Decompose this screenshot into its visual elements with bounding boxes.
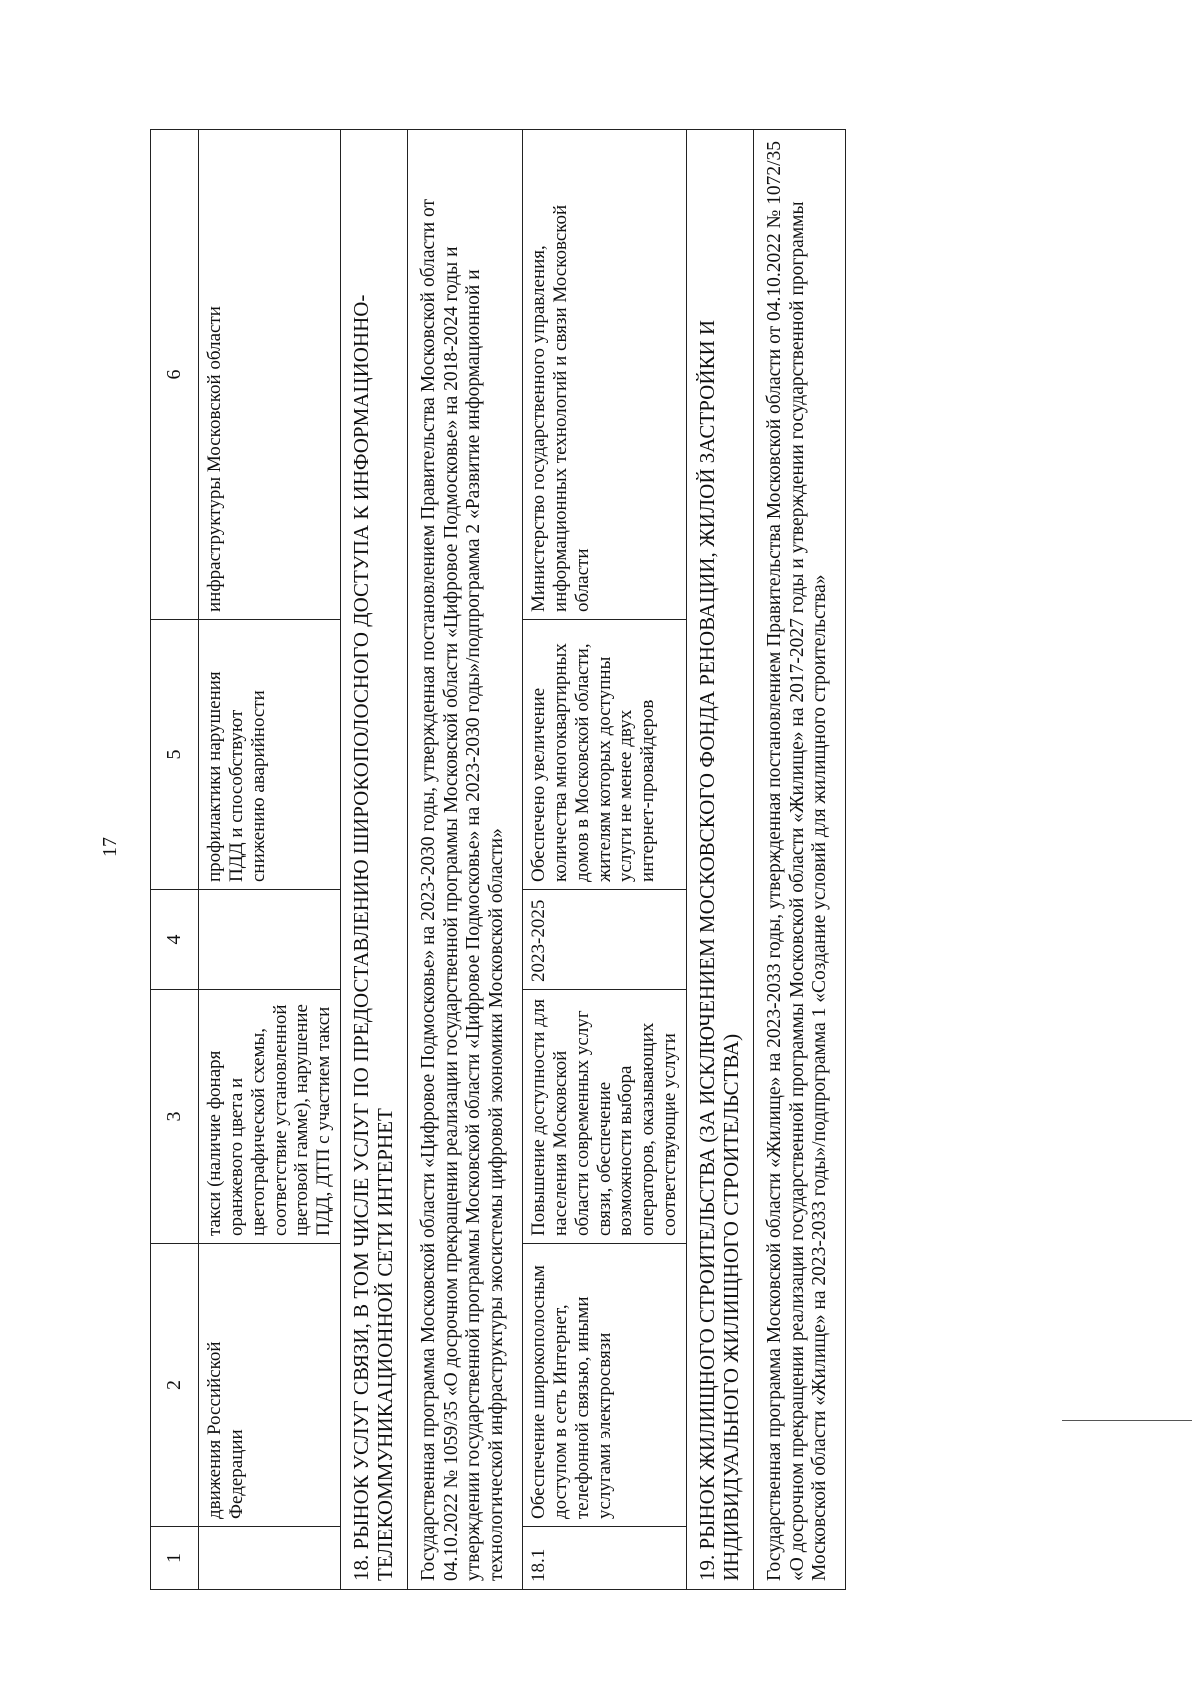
section-19-program: Государственная программа Московской области «Жилище» на 2023-2033 годы, утвержденная постановлением Правительства Московской области от 04.10.2022 № 1072/35 «О досрочном прекращении реализации государственной программы Московской области «Жилище» на 2017-2027 годы и утверждении государственной программы Московской области «Жилище» на 2023-2033 годы»/подпрограмма 1 «Создание условий для жилищного строительства» xyxy=(754,130,846,1590)
section-title-row xyxy=(341,130,408,1590)
cell-period: 2023-2025 xyxy=(523,890,687,990)
header-col-6: 6 xyxy=(151,130,199,620)
header-col-1: 1 xyxy=(151,1527,199,1590)
header-row xyxy=(151,130,199,1590)
section-18-program: Государственная программа Московской области «Цифровое Подмосковье» на 2023-2030 годы, утвержденная постановлением Правительства Московской области от 04.10.2022 № 1059/35 «О досрочном прекращении реализации государственной программы Московской области «Цифровое Подмосковье» на 2018-2024 годы и утверждении государственной программы Московской области «Цифровое Подмосковье» на 2023-2030 годы»/подпрограмма 2 «Развитие информационной и технологической инфраструктуры экосистемы цифровой экономики Московской области» xyxy=(408,130,523,1590)
cell-goal: Повышение доступности для населения Московской области современных услуг связи, обеспечение возможности выбора операторов, оказывающих соответствующие услуги xyxy=(523,990,687,1244)
cell-number xyxy=(199,1527,341,1590)
program-row xyxy=(754,130,846,1590)
scan-edge-line xyxy=(1062,1420,1192,1421)
cell-goal: такси (наличие фонаря оранжевого цвета и цветографической схемы, соответствие установленной цветовой гамме), нарушение ПДД, ДТП с участием такси xyxy=(199,990,341,1244)
cell-measure: движения Российской Федерации xyxy=(199,1244,341,1527)
document-table-wrapper xyxy=(150,130,1130,1590)
cell-number: 18.1 xyxy=(523,1527,687,1590)
section-18-title: 18. РЫНОК УСЛУГ СВЯЗИ, В ТОМ ЧИСЛЕ УСЛУГ ПО ПРЕДОСТАВЛЕНИЮ ШИРОКОПОЛОСНОГО ДОСТУПА К ИНФОРМАЦИОННО-ТЕЛЕКОММУНИКАЦИОННОЙ СЕТИ ИНТЕРНЕТ xyxy=(341,130,408,1590)
measures-table xyxy=(150,129,846,1590)
cell-responsible: инфраструктуры Московской области xyxy=(199,130,341,620)
header-col-2: 2 xyxy=(151,1244,199,1527)
table-row-carryover xyxy=(199,130,341,1590)
page-number: 17 xyxy=(99,837,121,857)
cell-result: профилактики нарушения ПДД и способствуют снижению аварийности xyxy=(199,620,341,890)
header-col-4: 4 xyxy=(151,890,199,990)
header-col-3: 3 xyxy=(151,990,199,1244)
program-row xyxy=(408,130,523,1590)
section-19-title: 19. РЫНОК ЖИЛИЩНОГО СТРОИТЕЛЬСТВА (ЗА ИСКЛЮЧЕНИЕМ МОСКОВСКОГО ФОНДА РЕНОВАЦИИ, ЖИЛОЙ ЗАСТРОЙКИ И ИНДИВИДУАЛЬНОГО ЖИЛИЩНОГО СТРОИТЕЛЬСТВА) xyxy=(686,130,753,1590)
header-col-5: 5 xyxy=(151,620,199,890)
cell-responsible: Министерство государственного управления, информационных технологий и связи Московской области xyxy=(523,130,687,620)
cell-period xyxy=(199,890,341,990)
cell-measure: Обеспечение широкополосным доступом в сеть Интернет, телефонной связью, иными услугами электросвязи xyxy=(523,1244,687,1527)
table-row-18-1 xyxy=(523,130,687,1590)
cell-result: Обеспечено увеличение количества многоквартирных домов в Московской области, жителям которых доступны услуги не менее двух интернет-провайдеров xyxy=(523,620,687,890)
section-title-row xyxy=(686,130,753,1590)
